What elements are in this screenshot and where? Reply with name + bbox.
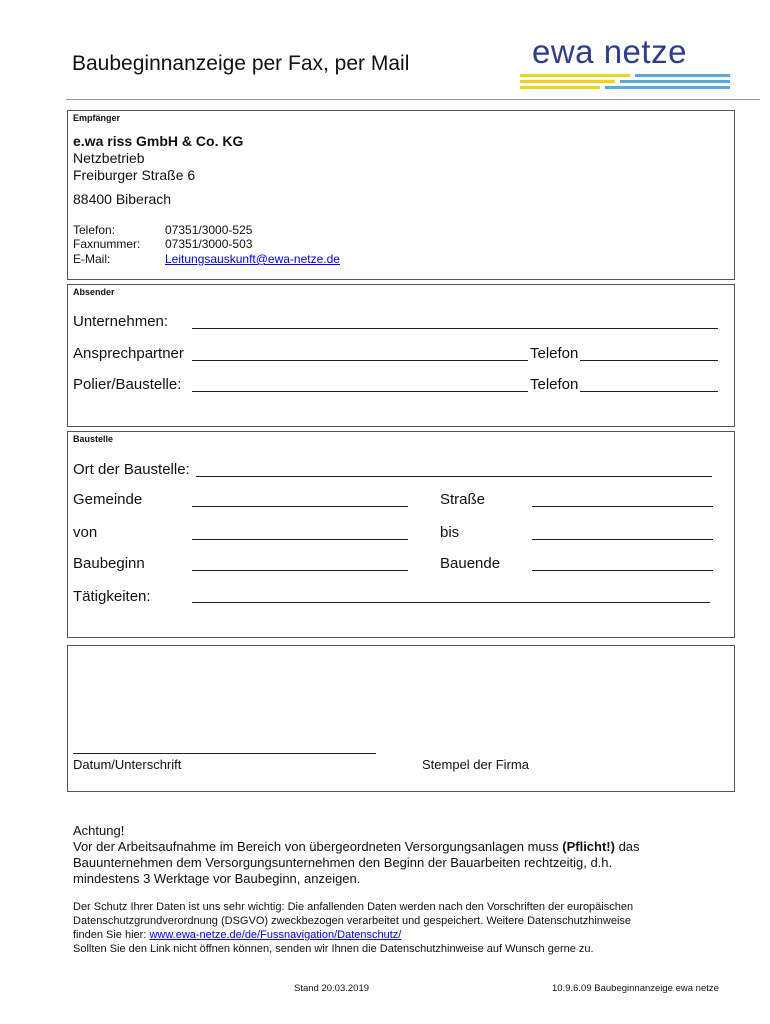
footer-doc-ref: 10.9.6.09 Baubeginnanzeige ewa netze	[552, 983, 719, 994]
company-logo: ewa netze	[532, 33, 687, 70]
notice-line-3: mindestens 3 Werktage vor Baubeginn, anzeigen.	[73, 871, 361, 886]
phone-label: Telefon:	[73, 223, 116, 237]
privacy-line-4: Sollten Sie den Link nicht öffnen können, senden wir Ihnen die Datenschutzhinweise auf Wunsch gerne zu.	[73, 943, 594, 955]
end-field[interactable]	[532, 570, 713, 571]
activities-label: Tätigkeiten:	[73, 588, 151, 605]
municipality-field[interactable]	[192, 506, 408, 507]
start-label: Baubeginn	[73, 555, 145, 572]
notice-emphasis: (Pflicht!)	[562, 839, 615, 854]
signature-section	[67, 645, 735, 792]
privacy-link[interactable]: www.ewa-netze.de/de/Fussnavigation/Datenschutz/	[149, 929, 402, 941]
footer-stand: Stand 20.03.2019	[294, 983, 370, 994]
recipient-dept: Netzbetrieb	[73, 150, 145, 166]
street-field[interactable]	[532, 506, 713, 507]
location-label: Ort der Baustelle:	[73, 461, 190, 478]
privacy-line-2: Datenschutzgrundverordnung (DSGVO) zweckbezogen verarbeitet und gespeichert. Weitere Datenschutzhinweise	[73, 915, 632, 927]
contact-field[interactable]	[192, 360, 528, 361]
end-label: Bauende	[440, 555, 501, 572]
email-label: E-Mail:	[73, 252, 111, 266]
recipient-section	[67, 110, 735, 280]
recipient-city: 88400 Biberach	[73, 191, 172, 207]
contact-phone-field[interactable]	[580, 360, 718, 361]
signature-line[interactable]	[73, 753, 376, 754]
foreman-field[interactable]	[192, 391, 528, 392]
from-label: von	[73, 524, 98, 541]
to-field[interactable]	[532, 539, 713, 540]
phone-value: 07351/3000-525	[165, 223, 253, 237]
page-title: Baubeginnanzeige per Fax, per Mail	[72, 52, 410, 75]
privacy-line-1: Der Schutz Ihrer Daten ist uns sehr wichtig: Die anfallenden Daten werden nach den Vorschriften der europäischen	[73, 901, 634, 913]
foreman-phone-label: Telefon	[530, 376, 579, 393]
contact-phone-label: Telefon	[530, 345, 579, 362]
header-divider	[66, 99, 760, 100]
notice-heading: Achtung!	[73, 823, 125, 838]
section-label: Empfänger	[73, 113, 121, 123]
municipality-label: Gemeinde	[73, 491, 143, 508]
privacy-line-3: finden Sie hier: www.ewa-netze.de/de/Fussnavigation/Datenschutz/	[73, 929, 402, 941]
foreman-phone-field[interactable]	[580, 391, 718, 392]
fax-value: 07351/3000-503	[165, 237, 253, 251]
stamp-label: Stempel der Firma	[422, 757, 529, 772]
recipient-street: Freiburger Straße 6	[73, 167, 196, 183]
notice-line-1: Vor der Arbeitsaufnahme im Bereich von übergeordneten Versorgungsanlagen muss (Pflicht!) das	[73, 839, 640, 854]
activities-field[interactable]	[192, 602, 710, 603]
street-label: Straße	[440, 491, 486, 508]
section-label: Absender	[73, 287, 115, 297]
recipient-company: e.wa riss GmbH & Co. KG	[73, 133, 244, 149]
notice-line-2: Bauunternehmen dem Versorgungsunternehmen den Beginn der Bauarbeiten rechtzeitig, d.h.	[73, 855, 613, 870]
contact-label: Ansprechpartner	[73, 345, 184, 362]
company-field[interactable]	[192, 328, 718, 329]
location-field[interactable]	[196, 476, 712, 477]
fax-label: Faxnummer:	[73, 237, 141, 251]
site-section	[67, 431, 735, 638]
sender-section	[67, 284, 735, 427]
email-link[interactable]: Leitungsauskunft@ewa-netze.de	[165, 252, 340, 266]
foreman-label: Polier/Baustelle:	[73, 376, 182, 393]
start-field[interactable]	[192, 570, 408, 571]
to-label: bis	[440, 524, 460, 541]
date-signature-label: Datum/Unterschrift	[73, 757, 182, 772]
from-field[interactable]	[192, 539, 408, 540]
logo-stripes-icon	[520, 72, 730, 92]
section-label: Baustelle	[73, 434, 114, 444]
company-label: Unternehmen:	[73, 313, 169, 330]
